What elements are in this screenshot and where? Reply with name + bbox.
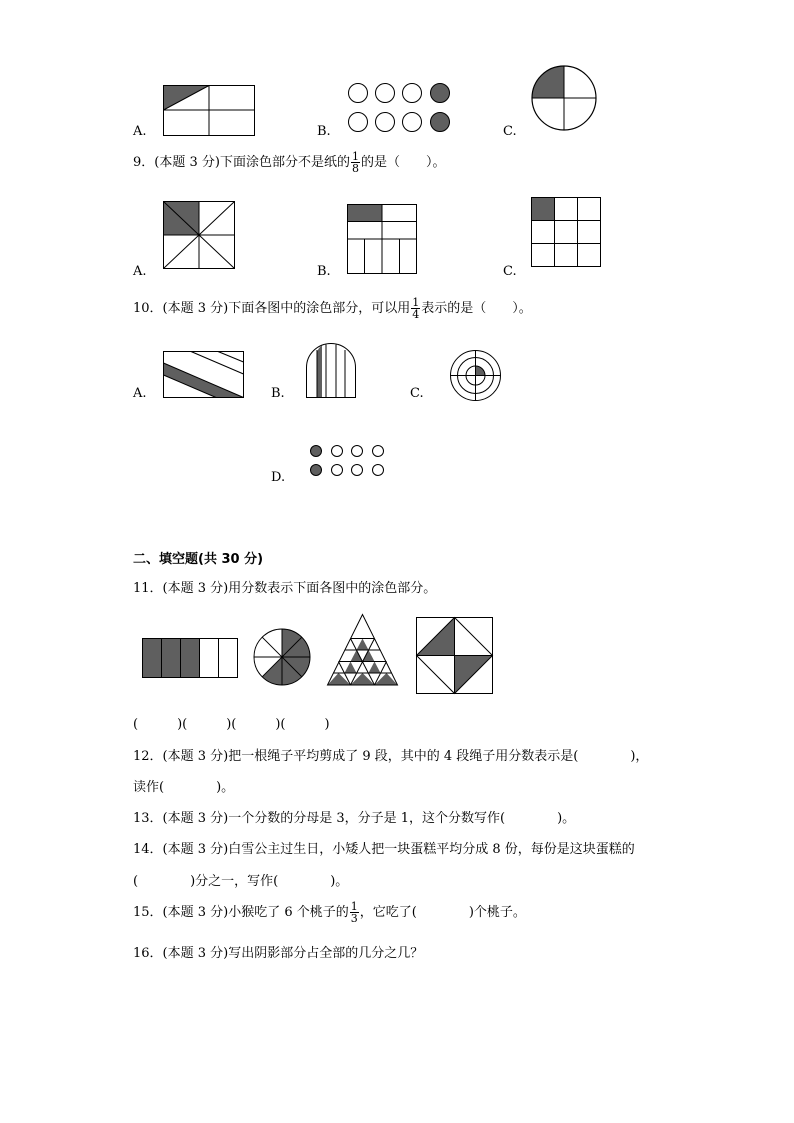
- question-11: 11．(本题 3 分)用分数表示下面各图中的涂色部分。: [133, 581, 437, 596]
- q11-figure-circle: [252, 627, 312, 687]
- q8-option-a[interactable]: A.: [133, 124, 147, 139]
- q9-figure-a: [163, 201, 235, 269]
- question-14-line2: ( )分之一，写作( )。: [133, 874, 349, 889]
- q10-figure-b: [306, 343, 356, 398]
- q10-option-c[interactable]: C.: [410, 386, 424, 401]
- q10-figure-d: [309, 444, 387, 478]
- q9-option-a[interactable]: A.: [133, 264, 147, 279]
- q9-figure-b: [347, 204, 417, 274]
- q8-option-c[interactable]: C.: [503, 124, 517, 139]
- q8-option-b[interactable]: B.: [317, 124, 331, 139]
- question-10: 10．(本题 3 分)下面各图中的涂色部分，可以用 $\frac{1}{4}$ 表示的是（ ）。: [133, 296, 532, 321]
- q9-figure-c: [531, 197, 601, 267]
- question-12-line1: 12．(本题 3 分)把一根绳子平均剪成了 9 段，其中的 4 段绳子用分数表示是( )，: [133, 749, 649, 764]
- q10-option-a[interactable]: A.: [133, 386, 147, 401]
- q10-figure-a: [163, 351, 244, 398]
- q11-answer-blanks[interactable]: ( )( )( )( ): [133, 717, 330, 732]
- q8-figure-c: [531, 65, 597, 131]
- question-14-line1: 14．(本题 3 分)白雪公主过生日，小矮人把一块蛋糕平均分成 8 份，每份是这块蛋糕的: [133, 842, 635, 857]
- q11-figure-triangle: [327, 614, 398, 686]
- question-12-line2: 读作( )。: [133, 780, 235, 795]
- fraction-1-8: $\frac{1}{8}$: [351, 150, 359, 175]
- q11-figure-rectangle: [142, 638, 238, 678]
- fraction-1-3: $\frac{1}{3}$: [350, 900, 358, 925]
- q10-option-d[interactable]: D.: [271, 470, 286, 485]
- q11-figure-square: [416, 617, 493, 694]
- q8-figure-b: [347, 81, 453, 135]
- section-2-title: 二、填空题(共 30 分): [133, 552, 264, 567]
- fraction-1-4: $\frac{1}{4}$: [412, 296, 420, 321]
- question-13: 13．(本题 3 分)一个分数的分母是 3，分子是 1，这个分数写作( )。: [133, 811, 576, 826]
- q10-figure-c: [449, 349, 502, 402]
- q10-option-b[interactable]: B.: [271, 386, 285, 401]
- q9-option-c[interactable]: C.: [503, 264, 517, 279]
- q8-figure-a: [163, 85, 255, 136]
- question-9: 9．(本题 3 分)下面涂色部分不是纸的 $\frac{1}{8}$ 的是（ ）。: [133, 150, 446, 175]
- q9-option-b[interactable]: B.: [317, 264, 331, 279]
- question-16: 16．(本题 3 分)写出阴影部分占全部的几分之几？: [133, 946, 424, 961]
- question-15: 15．(本题 3 分)小猴吃了 6 个桃子的 $\frac{1}{3}$ ，它吃了( )个桃子。: [133, 900, 526, 925]
